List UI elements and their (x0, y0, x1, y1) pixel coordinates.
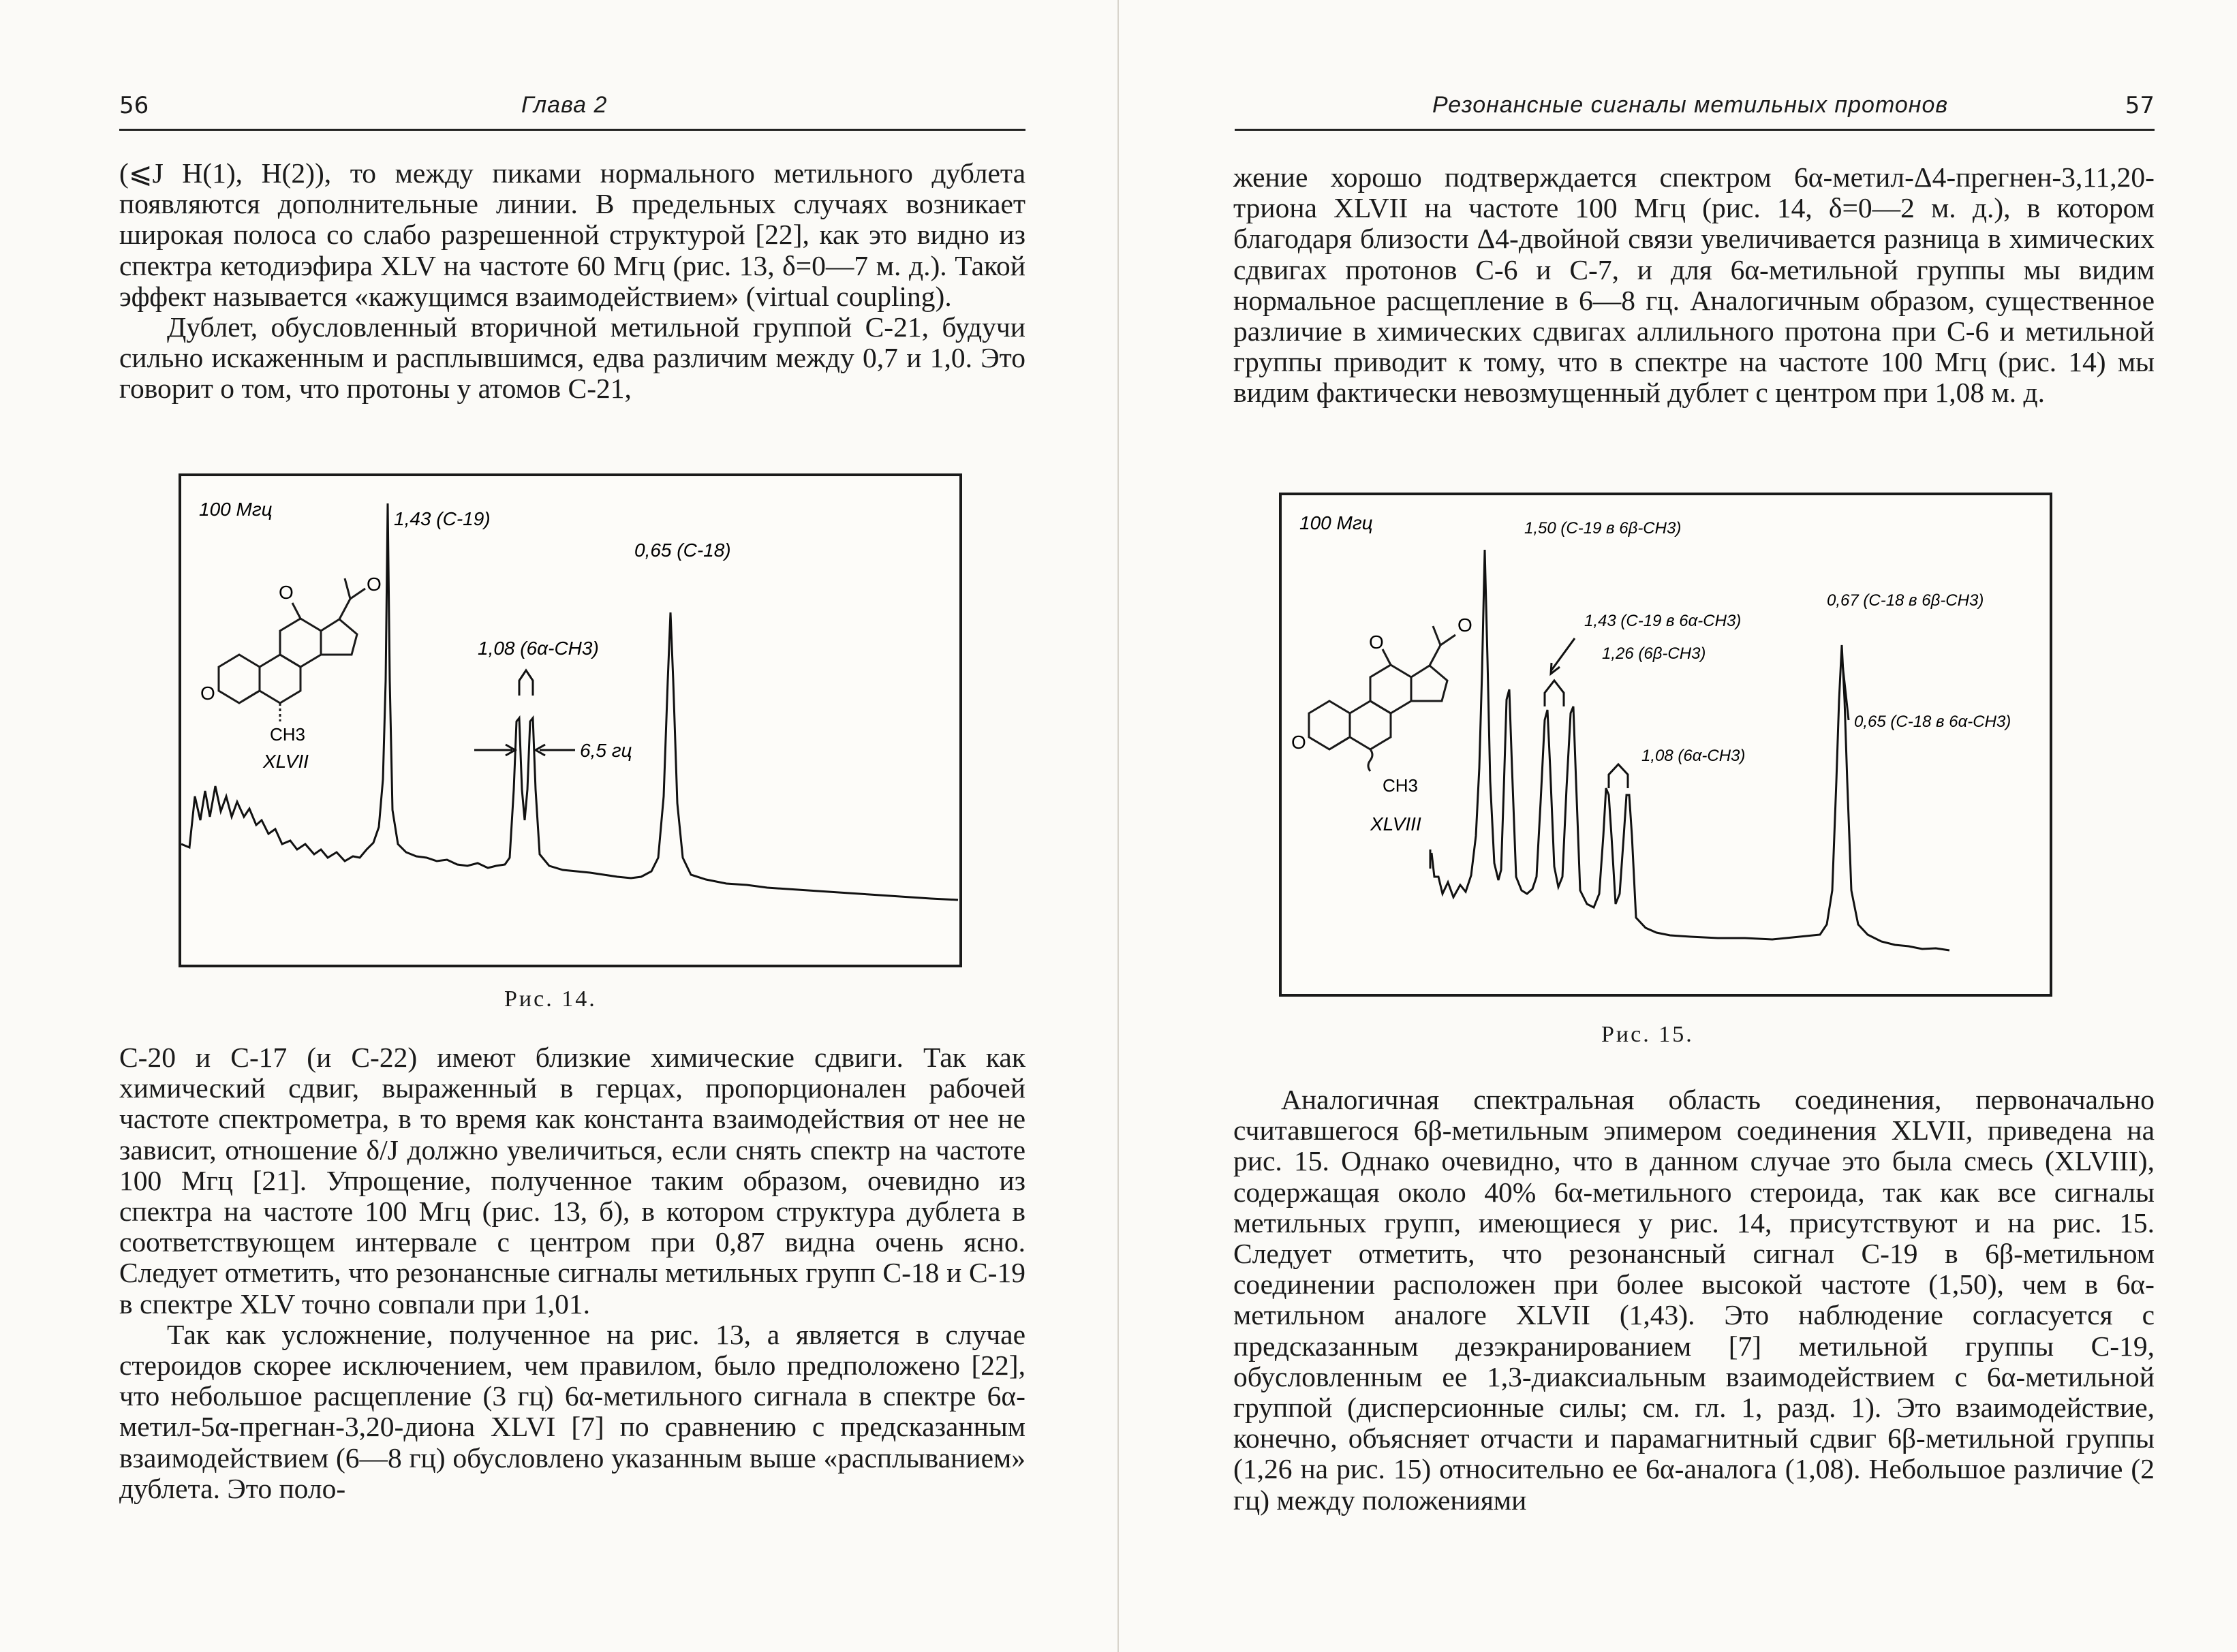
spectrum-14 (181, 476, 965, 970)
peak-label-150: 1,50 (C-19 в 6β-CH3) (1524, 519, 1682, 537)
atom-o: O (1457, 614, 1472, 636)
paragraph: Так как усложнение, полученное на рис. 13, а является в случае стероидов скорее исключением, чем правилом, было предположено [22], что небольшое расщепление (3 гц) 6α-метильного сигнала в спектре 6α-метил-5α-прегнан-3,20-диона XLVI [7] по сравнению с предсказанным взаимодействием (6—8 гц) обусловлено указанным выше «расплыванием» дублета. Это поло- (119, 1318, 1025, 1504)
right-text-block-1 (1233, 162, 2155, 409)
peak-label-108: 1,08 (6α-CH3) (1641, 747, 1746, 765)
paragraph: (⩽J H(1), H(2)), то между пиками нормального метильного дублета появляются дополнительные линии. В предельных случаях возникает широкая полоса со слабо разрешенной структурой [22], как это видно из спектра кетодиэфира XLV на частоте 60 Мгц (рис. 13, δ=0—7 м. д.). Такой эффект называется «кажущимся взаимодействием» (virtual coupling). (119, 157, 1025, 312)
paragraph: Аналогичная спектральная область соединения, первоначально считавшегося 6β-метильным эпимером соединения XLVII, приведена на рис. 15. Однако очевидно, что в данном случае это была смесь (XLVIII), содержащая около 40% 6α-метильного стероида, так как все сигналы метильных групп, имеющиеся у рис. 14, присутствуют и на рис. 15. Следует отметить, что резонансный сигнал C-19 в 6β-метильном соединении расположен при более высокой частоте (1,50), чем в 6α-метильном аналоге XLVII (1,43). Это наблюдение согласуется с предсказанным дезэкранированием [7] метильной группы C-19, обусловленным ее 1,3-диаксиальным взаимодействием с 6α-метильной группой (дисперсионные силы; см. гл. 1, разд. 1). Это взаимодействие, конечно, объясняет отчасти и парамагнитный сдвиг 6β-метильной группы (1,26 на рис. 15) относительно ее 6α-аналога (1,08). Небольшое различие (2 гц) между положениями (1233, 1084, 2155, 1516)
atom-o: O (200, 683, 215, 704)
coupling-label: 6,5 гц (580, 740, 632, 761)
figure-14-caption: Рис. 14. (504, 986, 597, 1012)
left-text-block-2 (119, 1042, 1025, 1504)
peak-label-065: 0,65 (C-18 в 6α-CH3) (1854, 713, 2011, 731)
compound-label: XLVII (263, 751, 309, 772)
right-text-block-2 (1233, 1085, 2155, 1516)
page-number: 57 (2125, 92, 2155, 119)
peak-label-143: 1,43 (C-19 в 6α-CH3) (1584, 612, 1742, 630)
paragraph: Дублет, обусловленный вторичной метильной группой C-21, будучи сильно искаженным и расплывшимся, едва различим между 0,7 и 1,0. Это говорит о том, что протоны у атомов C-21, (119, 311, 1025, 405)
atom-o: O (367, 574, 382, 595)
ch3-label: CH3 (270, 724, 306, 745)
ch3-label: CH3 (1383, 775, 1419, 796)
spectrum-15 (1282, 495, 2055, 999)
peak-label-067: 0,67 (C-18 в 6β-CH3) (1827, 591, 1984, 610)
left-text-block-1 (119, 158, 1025, 405)
page-number: 56 (119, 92, 149, 119)
doublet-bracket (474, 670, 575, 755)
right-page-header (1235, 85, 2155, 131)
paragraph: C-20 и C-17 (и C-22) имеют близкие химические сдвиги. Так как химический сдвиг, выраженный в герцах, пропорционален рабочей частоте спектрометра, в то время как константа взаимодействия от нее не зависит, отношение δ/J должно увеличиться, если снять спектр на частоте 100 Мгц [21]. Упрощение, полученное таким образом, очевидно из спектра на частоте 100 Мгц (рис. 13, б), в котором структура дублета в соответствующем интервале с центром при 0,87 видна очень ясно. Следует отметить, что резонансные сигналы метильных групп C-18 и C-19 в спектре XLV точно совпали при 1,01. (119, 1042, 1025, 1320)
figure-15-caption: Рис. 15. (1601, 1022, 1694, 1047)
figure-15 (1279, 493, 2052, 997)
left-page-header (119, 85, 1025, 131)
atom-o: O (279, 582, 294, 603)
figure-14 (179, 473, 962, 967)
frequency-label: 100 Мгц (1299, 512, 1373, 533)
compound-label: XLVIII (1370, 813, 1421, 835)
atom-o: O (1291, 732, 1306, 753)
peak-label-c18: 0,65 (C-18) (634, 540, 731, 561)
peak-label-126: 1,26 (6β-CH3) (1602, 644, 1706, 663)
left-page (0, 0, 1117, 1652)
paragraph: жение хорошо подтверждается спектром 6α-метил-Δ4-прегнен-3,11,20-триона XLVII на частоте 100 Мгц (рис. 14, δ=0—2 м. д.), в котором благодаря близости Δ4-двойной связи увеличивается разница в химических сдвигах протонов C-6 и C-7, и для 6α-метильной группы мы видим нормальное расщепление в 6—8 гц. Аналогичным образом, существенное различие в химических сдвигах аллильного протона при C-6 и метильной группы приводит к тому, что в спектре на частоте 100 Мгц (рис. 14) мы видим фактически невозмущенный дублет с центром при 1,08 м. д. (1233, 161, 2155, 409)
running-title: Резонансные сигналы метильных протонов (1432, 92, 1949, 118)
right-page (1117, 0, 2237, 1652)
peak-label-c19: 1,43 (C-19) (394, 508, 491, 529)
running-title: Глава 2 (521, 92, 608, 118)
frequency-label: 100 Мгц (199, 499, 273, 520)
spectrum-trace (181, 503, 958, 900)
atom-o: O (1369, 632, 1384, 653)
peak-label-doublet: 1,08 (6α-CH3) (478, 638, 599, 659)
